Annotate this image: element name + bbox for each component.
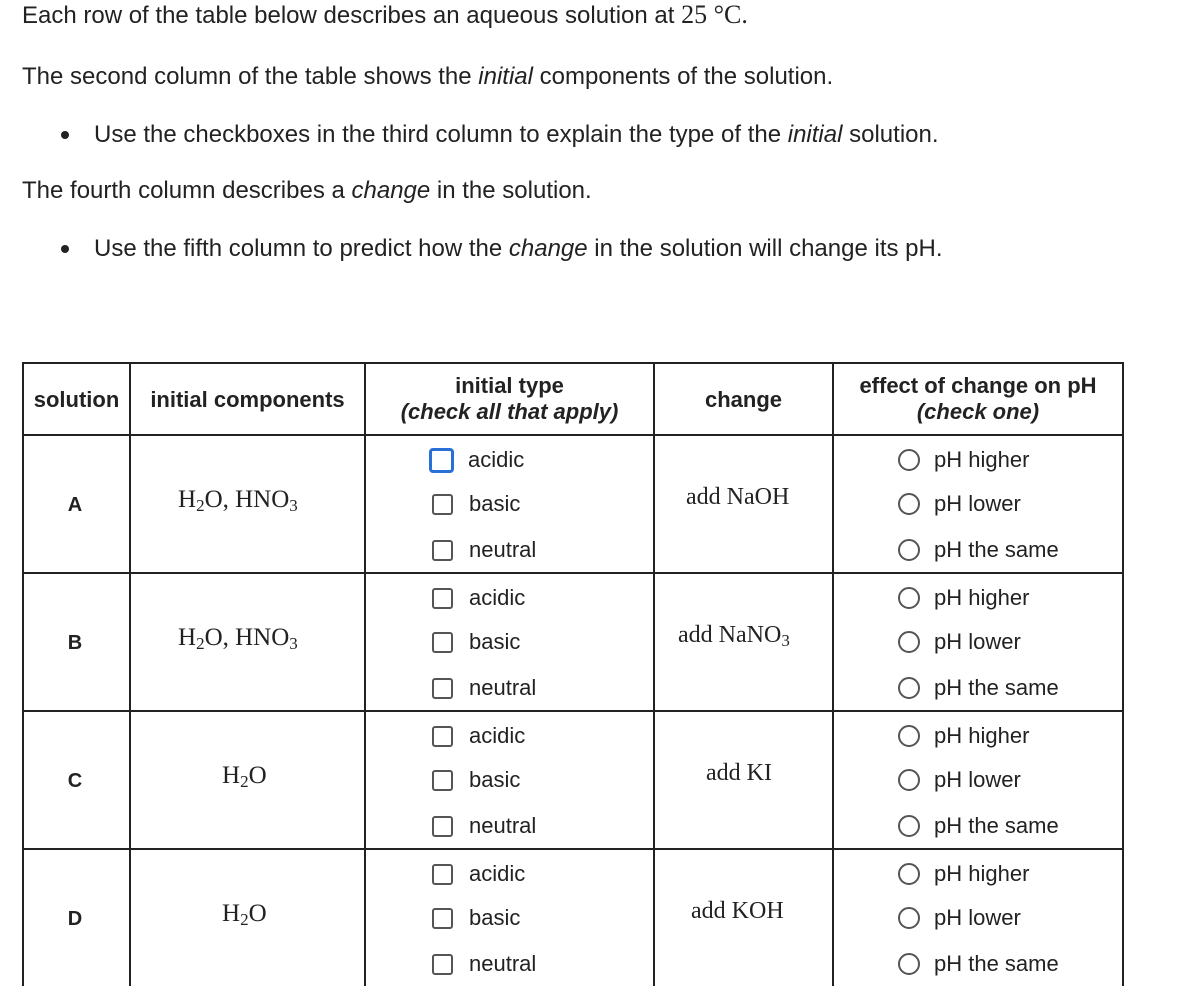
checkbox[interactable] [432, 540, 453, 561]
option-label: pH lower [934, 491, 1021, 516]
bullet-dot [61, 245, 69, 253]
change-description [706, 760, 772, 787]
instruction-bullet-1: Use the checkboxes in the third column to explain the type of the initial solution. [94, 121, 939, 148]
initial-components [222, 900, 267, 928]
option-label: pH higher [934, 723, 1030, 748]
intro-line-3: The fourth column describes a change in the solution. [22, 177, 592, 204]
option-label: basic [469, 905, 521, 930]
column-divider [129, 362, 131, 986]
checkbox[interactable] [429, 448, 454, 473]
formula-subscript: 3 [289, 496, 298, 515]
option-label: pH the same [934, 813, 1059, 838]
radio-button[interactable] [898, 725, 920, 747]
effect-option-ph-the-same[interactable] [898, 951, 1059, 977]
table-border-top [22, 362, 1124, 364]
row-divider [22, 572, 1124, 574]
radio-button[interactable] [898, 815, 920, 837]
radio-button[interactable] [898, 677, 920, 699]
type-option-neutral[interactable] [432, 813, 536, 839]
option-label: pH higher [934, 447, 1030, 472]
change-description [686, 484, 789, 511]
effect-option-ph-higher[interactable] [898, 861, 1029, 887]
formula-text: H [178, 624, 197, 651]
row-divider [22, 848, 1124, 850]
type-option-acidic[interactable] [432, 723, 525, 749]
change-description [691, 898, 784, 925]
initial-components [222, 762, 267, 790]
radio-button[interactable] [898, 953, 920, 975]
effect-option-ph-the-same[interactable] [898, 537, 1059, 563]
type-option-basic[interactable] [432, 905, 520, 931]
formula-text: add KOH [691, 898, 784, 924]
option-label: neutral [469, 537, 537, 562]
formula-text: O [248, 900, 267, 927]
table-border-left [22, 362, 24, 986]
formula-subscript: 2 [240, 772, 249, 791]
column-divider [832, 362, 834, 986]
checkbox[interactable] [432, 494, 453, 515]
intro-line-2: The second column of the table shows the initial components of the solution. [22, 63, 834, 90]
checkbox[interactable] [432, 770, 453, 791]
option-label: pH lower [934, 905, 1021, 930]
checkbox[interactable] [432, 908, 453, 929]
effect-option-ph-lower[interactable] [898, 491, 1021, 517]
option-label: basic [469, 767, 521, 792]
column-divider [364, 362, 366, 986]
radio-button[interactable] [898, 449, 920, 471]
effect-option-ph-higher[interactable] [898, 723, 1029, 749]
option-label: acidic [469, 723, 526, 748]
header-solution: solution [33, 387, 120, 412]
checkbox[interactable] [432, 588, 453, 609]
radio-button[interactable] [898, 769, 920, 791]
type-option-neutral[interactable] [432, 675, 536, 701]
effect-option-ph-lower[interactable] [898, 767, 1021, 793]
radio-button[interactable] [898, 863, 920, 885]
option-label: neutral [469, 813, 537, 838]
type-option-neutral[interactable] [432, 951, 536, 977]
header-initial-type: initial type (check all that apply) [400, 373, 619, 424]
formula-subscript: 2 [196, 496, 205, 515]
formula-text: H [222, 900, 241, 927]
solution-label: B [67, 632, 83, 654]
effect-option-ph-lower[interactable] [898, 629, 1021, 655]
header-effect-on-ph: effect of change on pH (check one) [859, 373, 1097, 424]
initial-components [178, 486, 298, 514]
option-label: pH lower [934, 767, 1021, 792]
change-description [678, 622, 790, 649]
instruction-bullet-2: Use the fifth column to predict how the change in the solution will change its pH. [94, 235, 943, 262]
option-label: basic [469, 629, 521, 654]
type-option-basic[interactable] [432, 491, 520, 517]
radio-button[interactable] [898, 631, 920, 653]
solution-label: C [67, 770, 83, 792]
solution-label: A [67, 494, 83, 516]
option-label: pH lower [934, 629, 1021, 654]
temperature: 25 °C. [681, 0, 748, 29]
formula-text: O [248, 762, 267, 789]
checkbox[interactable] [432, 864, 453, 885]
type-option-acidic[interactable] [432, 585, 525, 611]
initial-components [178, 624, 298, 652]
bullet-dot [61, 131, 69, 139]
header-change: change [704, 387, 783, 412]
option-label: pH the same [934, 675, 1059, 700]
option-label: pH the same [934, 537, 1059, 562]
type-option-basic[interactable] [432, 767, 520, 793]
option-label: pH the same [934, 951, 1059, 976]
radio-button[interactable] [898, 493, 920, 515]
effect-option-ph-higher[interactable] [898, 585, 1029, 611]
type-option-neutral[interactable] [432, 537, 536, 563]
formula-text: O, HNO [204, 624, 290, 651]
type-option-acidic[interactable] [432, 861, 525, 887]
checkbox[interactable] [432, 678, 453, 699]
formula-text: add KI [706, 760, 772, 786]
checkbox[interactable] [432, 726, 453, 747]
radio-button[interactable] [898, 587, 920, 609]
radio-button[interactable] [898, 907, 920, 929]
option-label: basic [469, 491, 521, 516]
option-label: neutral [469, 951, 537, 976]
formula-subscript: 3 [289, 634, 298, 653]
checkbox[interactable] [432, 954, 453, 975]
option-label: acidic [469, 585, 526, 610]
formula-subscript: 2 [196, 634, 205, 653]
header-initial-components: initial components [150, 387, 345, 412]
checkbox[interactable] [432, 816, 453, 837]
effect-option-ph-lower[interactable] [898, 905, 1021, 931]
column-divider [653, 362, 655, 986]
type-option-acidic[interactable] [432, 447, 524, 473]
table-border-right [1122, 362, 1124, 986]
option-label: pH higher [934, 585, 1030, 610]
header-divider [22, 434, 1124, 436]
effect-option-ph-the-same[interactable] [898, 813, 1059, 839]
formula-subscript: 3 [781, 631, 790, 650]
intro-line-1: Each row of the table below describes an aqueous solution at 25 °C. [22, 0, 748, 29]
option-label: pH higher [934, 861, 1030, 886]
formula-text: H [178, 486, 197, 513]
formula-text: add NaNO [678, 622, 782, 648]
formula-text: H [222, 762, 241, 789]
row-divider [22, 710, 1124, 712]
formula-subscript: 2 [240, 910, 249, 929]
checkbox[interactable] [432, 632, 453, 653]
option-label: acidic [469, 861, 526, 886]
formula-text: add NaOH [686, 484, 790, 510]
formula-text: O, HNO [204, 486, 290, 513]
option-label: acidic [468, 447, 525, 472]
option-label: neutral [469, 675, 537, 700]
solution-label: D [67, 908, 83, 930]
effect-option-ph-the-same[interactable] [898, 675, 1059, 701]
type-option-basic[interactable] [432, 629, 520, 655]
effect-option-ph-higher[interactable] [898, 447, 1029, 473]
radio-button[interactable] [898, 539, 920, 561]
